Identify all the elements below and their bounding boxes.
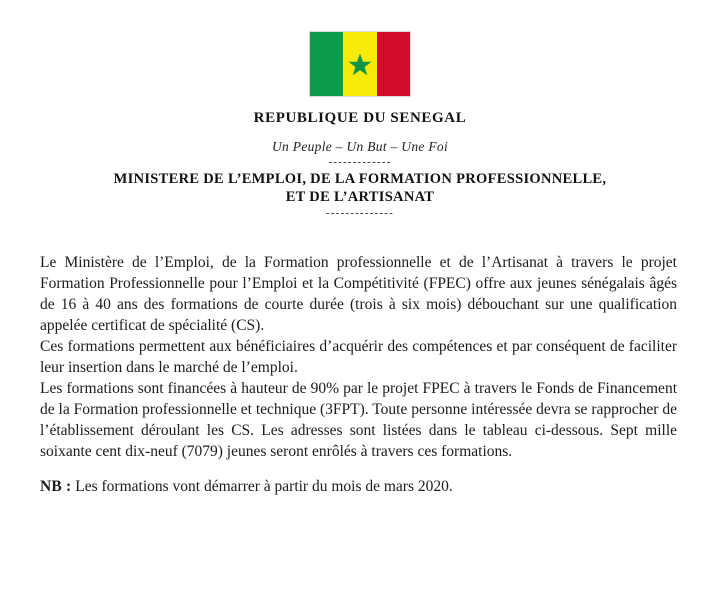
paragraph-funding: Les formations sont financées à hauteur de 90% par le projet FPEC à travers le Fonds de Financement de la Formation professionnelle et technique (3FPT). Toute personne intéressée devra se rapprocher de l’établissement déroulant les CS. Les adresses sont listées dans le tableau ci-dessous. Sept mille soixante cent dix-neuf (7079) jeunes seront enrôlés à travers ces formations. (40, 380, 677, 460)
paragraph-intro: Le Ministère de l’Emploi, de la Formation professionnelle et de l’Artisanat à travers le projet Formation Professionnelle pour l’Emploi et la Compétitivité (FPEC) offre aux jeunes sénégalais âgés de 16 à 40 ans des formations de courte durée (trois à six mois) débouchant sur une qualification appelée certificat de spécialité (CS). (40, 254, 677, 334)
flag-stripe-red (377, 32, 410, 96)
document-header (0, 0, 720, 219)
nb-text: Les formations vont démarrer à partir du mois de mars 2020. (75, 478, 453, 495)
country-title: REPUBLIQUE DU SENEGAL (253, 110, 467, 126)
nb-label: NB : (40, 478, 72, 495)
ministry-title-line1: MINISTERE DE L’EMPLOI, DE LA FORMATION PROFESSIONNELLE, (113, 171, 607, 187)
ministry-title (0, 170, 720, 206)
separator-dashes-top: ------------- (328, 156, 392, 168)
nb-note (40, 476, 677, 497)
paragraph-benefits: Ces formations permettent aux bénéficiaires d’acquérir des compétences et par conséquent de faciliter leur insertion dans le marché de l’emploi. (40, 338, 677, 376)
body-text (40, 252, 677, 497)
ministry-title-line2: ET DE L’ARTISANAT (285, 189, 435, 205)
national-motto: Un Peuple – Un But – Une Foi (272, 139, 448, 154)
flag-stripe-yellow (343, 32, 376, 96)
flag-stripe-green (310, 32, 343, 96)
separator-dashes-bottom: -------------- (325, 207, 395, 219)
flag-star-icon (348, 52, 372, 76)
senegal-flag (310, 32, 410, 96)
